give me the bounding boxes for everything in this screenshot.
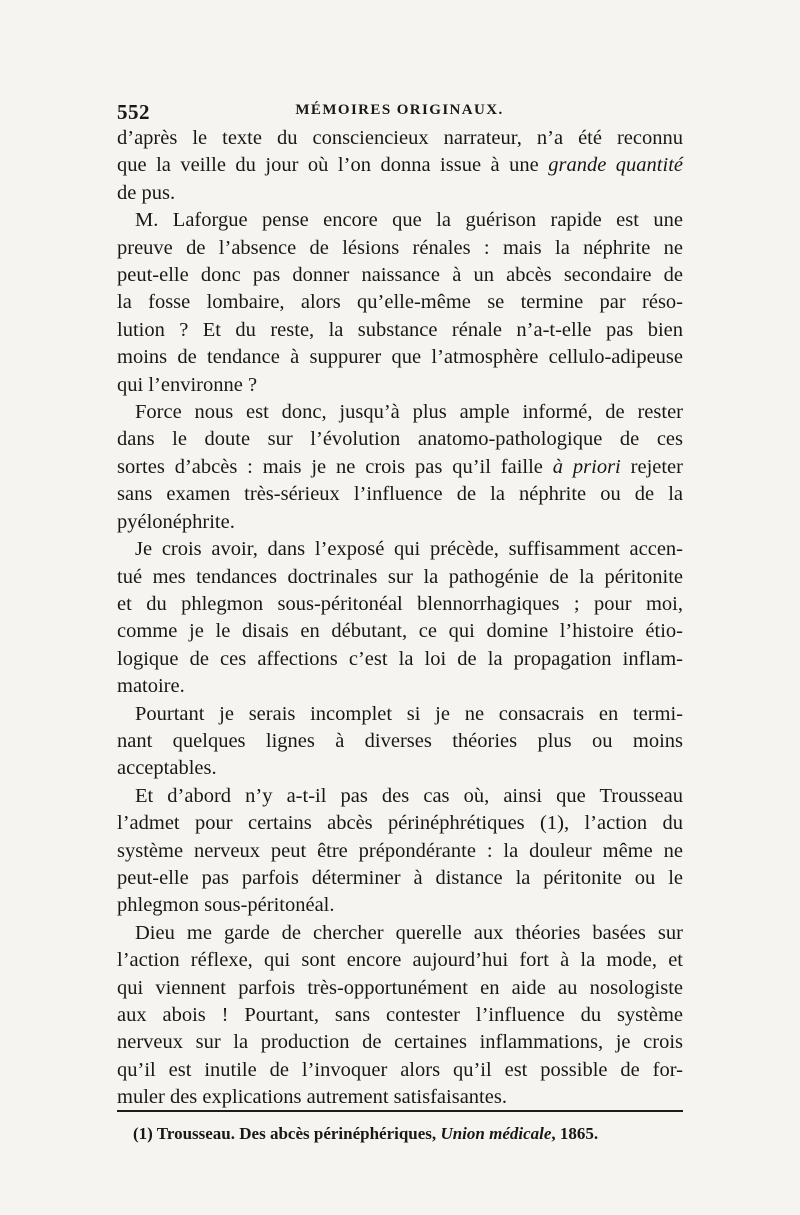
- text-line: matoire.: [117, 675, 185, 698]
- text-line: [117, 152, 683, 179]
- text-line: d’après le texte du consciencieux narrateur, n’a été reconnu: [117, 127, 683, 149]
- running-head: MÉMOIRES ORIGINAUX.: [295, 102, 504, 118]
- paragraph-4: [117, 536, 683, 700]
- text-line: sans examen très-sérieux l’influence de la néphrite ou de la: [117, 483, 683, 506]
- emphasis-text: grande quantité: [548, 154, 683, 177]
- text-line: l’admet pour certains abcès périnéphrétiques (1), l’action du: [117, 812, 683, 835]
- footnote-date: , 1865.: [551, 1124, 599, 1143]
- text-line: qui l’environne ?: [117, 373, 258, 396]
- footnote: [133, 1124, 683, 1144]
- text-line: aux abois ! Pourtant, sans contester l’influence du système: [117, 1004, 683, 1026]
- paragraph-6: [117, 783, 683, 920]
- text-line: lution ? Et du reste, la substance rénale n’a-t-elle pas bien: [117, 318, 683, 341]
- page-header: [117, 100, 682, 126]
- text-line: Force nous est donc, jusqu’à plus ample informé, de rester: [135, 401, 683, 424]
- text-line: qui viennent parfois très-opportunément en aide au nosologiste: [117, 976, 683, 999]
- text-line: Pourtant je serais incomplet si je ne consacrais en termi-: [135, 702, 683, 725]
- paragraph-5: [117, 701, 683, 783]
- text-line: dans le doute sur l’évolution anatomo-pathologique de ces: [117, 428, 683, 451]
- text-line: peut-elle pas parfois déterminer à distance la péritonite ou le: [117, 866, 683, 889]
- text-line: logique de ces affections c’est la loi de la propagation inflam-: [117, 647, 683, 670]
- text-line: muler des explications autrement satisfaisantes.: [117, 1086, 507, 1109]
- footnote-rule: [117, 1110, 683, 1112]
- text-line: moins de tendance à suppurer que l’atmosphère cellulo-adipeuse: [117, 346, 683, 369]
- text-line: tué mes tendances doctrinales sur la pathogénie de la péritonite: [117, 565, 683, 588]
- text-line: de pus.: [117, 181, 176, 204]
- text-line: [117, 454, 683, 481]
- footnote-text: (1) Trousseau. Des abcès périnéphériques,: [133, 1124, 441, 1143]
- body-text: [117, 125, 683, 1112]
- text-segment: sortes d’abcès : mais je ne crois pas qu’il faille: [117, 455, 553, 478]
- emphasis-text: à priori: [552, 455, 621, 478]
- text-line: l’action réflexe, qui sont encore aujourd’hui fort à la mode, et: [117, 949, 683, 972]
- text-line: la fosse lombaire, alors qu’elle-même se termine par réso-: [117, 291, 683, 314]
- text-line: peut-elle donc pas donner naissance à un abcès secondaire de: [117, 264, 683, 287]
- text-line: Et d’abord n’y a-t-il pas des cas où, ainsi que Trousseau: [135, 784, 683, 807]
- text-line: phlegmon sous-péritonéal.: [117, 894, 335, 917]
- paragraph-3: [117, 399, 683, 536]
- text-line: M. Laforgue pense encore que la guérison rapide est une: [135, 209, 683, 232]
- paragraph-2: [117, 207, 683, 399]
- text-line: pyélonéphrite.: [117, 510, 235, 533]
- paragraph-7: [117, 920, 683, 1112]
- text-line: preuve de l’absence de lésions rénales : mais la néphrite ne: [117, 236, 683, 259]
- text-line: nerveux sur la production de certaines inflammations, je crois: [117, 1031, 683, 1054]
- text-segment: rejeter: [620, 455, 683, 478]
- text-line: nant quelques lignes à diverses théories plus ou moins: [117, 729, 683, 752]
- text-line: Je crois avoir, dans l’exposé qui précède, suffisamment accen-: [135, 538, 683, 561]
- text-line: qu’il est inutile de l’invoquer alors qu’il est possible de for-: [117, 1058, 683, 1081]
- text-line: comme je le disais en débutant, ce qui domine l’histoire étio-: [117, 620, 683, 643]
- text-line: Dieu me garde de chercher querelle aux théories basées sur: [135, 921, 683, 944]
- text-line: système nerveux peut être prépondérante : la douleur même ne: [117, 839, 683, 862]
- text-line: et du phlegmon sous-péritonéal blennorrhagiques ; pour moi,: [117, 592, 683, 615]
- footnote-journal: Union médicale: [440, 1124, 552, 1143]
- paragraph-1: [117, 125, 683, 207]
- text-segment: que la veille du jour où l’on donna issue à une: [117, 154, 549, 177]
- text-line: acceptables.: [117, 757, 217, 780]
- page-number: 552: [117, 100, 150, 124]
